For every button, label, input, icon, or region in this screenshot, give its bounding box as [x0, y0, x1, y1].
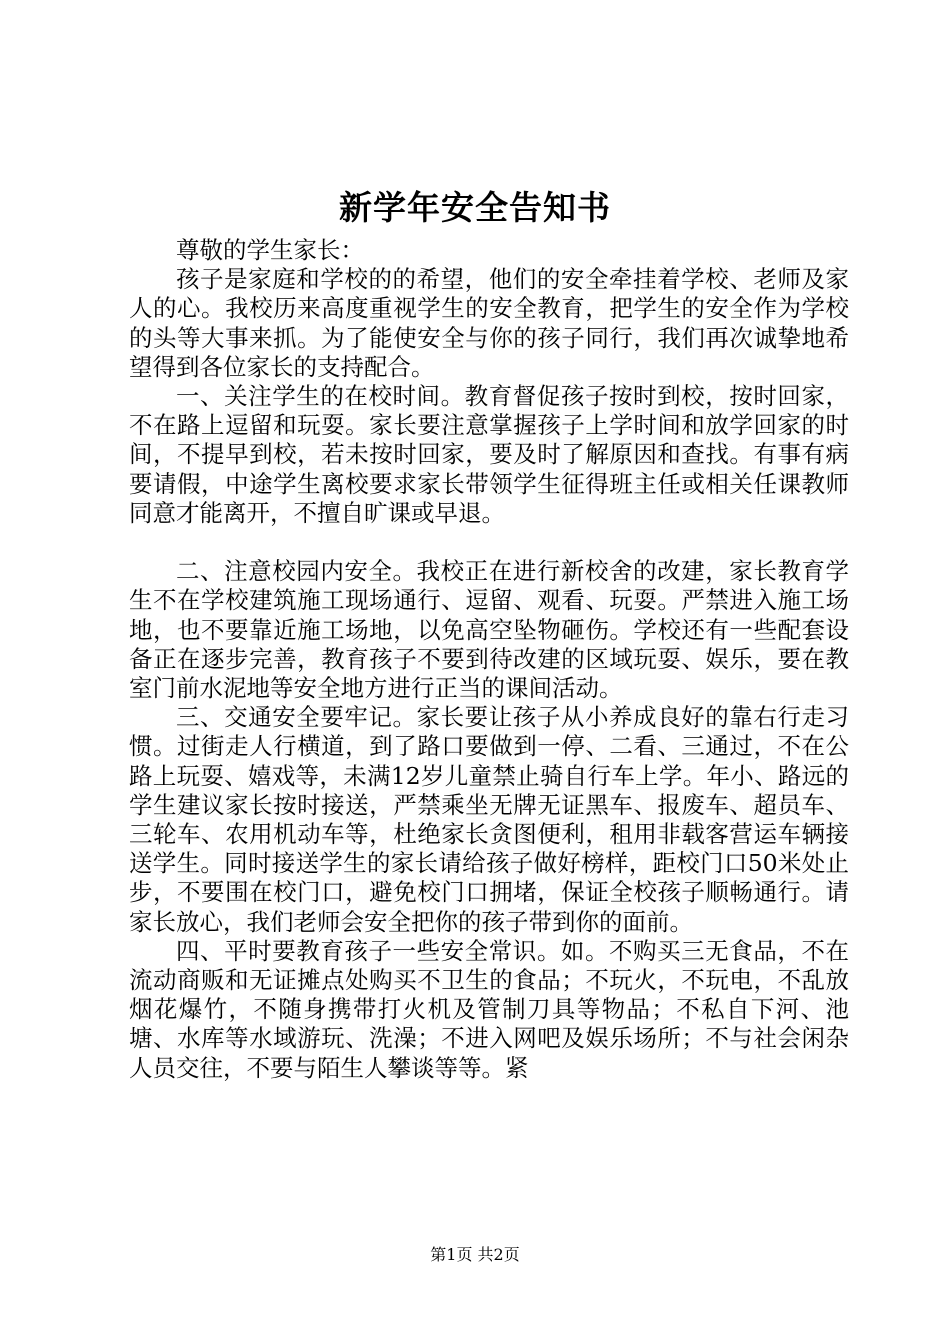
paragraph-section-2: 二、注意校园内安全。我校正在进行新校舍的改建，家长教育学生不在学校建筑施工现场通行、逗留、观看、玩耍。严禁进入施工场地，也不要靠近施工场地，以免高空坠物砸伤。学校还有一些配套设备正在逐步完善，教育孩子不要到待改建的区域玩耍、娱乐，要在教室门前水泥地等安全地方进行正当的课间活动。 [129, 557, 849, 703]
document-body [129, 236, 849, 1083]
salutation: 尊敬的学生家长： [176, 236, 364, 264]
page-footer: 第1页 共2页 [430, 1245, 520, 1264]
document-title: 新学年安全告知书 [339, 188, 611, 227]
paragraph-intro: 孩子是家庭和学校的的希望，他们的安全牵挂着学校、老师及家人的心。我校历来高度重视学生的安全教育，把学生的安全作为学校的头等大事来抓。为了能使安全与你的孩子同行，我们再次诚挚地希望得到各位家长的支持配合。 [129, 265, 849, 381]
paragraph-section-1: 一、关注学生的在校时间。教育督促孩子按时到校，按时回家，不在路上逗留和玩耍。家长要注意掌握孩子上学时间和放学回家的时间，不提早到校，若未按时回家，要及时了解原因和查找。有事有病要请假，中途学生离校要求家长带领学生征得班主任或相关任课教师同意才能离开，不擅自旷课或早退。 [129, 382, 849, 527]
paragraph-section-4: 四、平时要教育孩子一些安全常识。如。不购买三无食品，不在流动商贩和无证摊点处购买不卫生的食品；不玩火，不玩电，不乱放烟花爆竹，不随身携带打火机及管制刀具等物品；不私自下河、池塘、水库等水域游玩、洗澡；不进入网吧及娱乐场所；不与社会闲杂人员交往，不要与陌生人攀谈等等。紧 [129, 936, 849, 1082]
paragraph-section-3: 三、交通安全要牢记。家长要让孩子从小养成良好的靠右行走习惯。过街走人行横道，到了路口要做到一停、二看、三通过，不在公路上玩耍、嬉戏等，未满12岁儿童禁止骑自行车上学。年小、路远的学生建议家长按时接送，严禁乘坐无牌无证黑车、报废车、超员车、三轮车、农用机动车等，杜绝家长贪图便利，租用非载客营运车辆接送学生。同时接送学生的家长请给孩子做好榜样，距校门口50米处止步，不要围在校门口，避免校门口拥堵，保证全校孩子顺畅通行。请家长放心，我们老师会安全把你的孩子带到你的面前。 [129, 703, 849, 936]
